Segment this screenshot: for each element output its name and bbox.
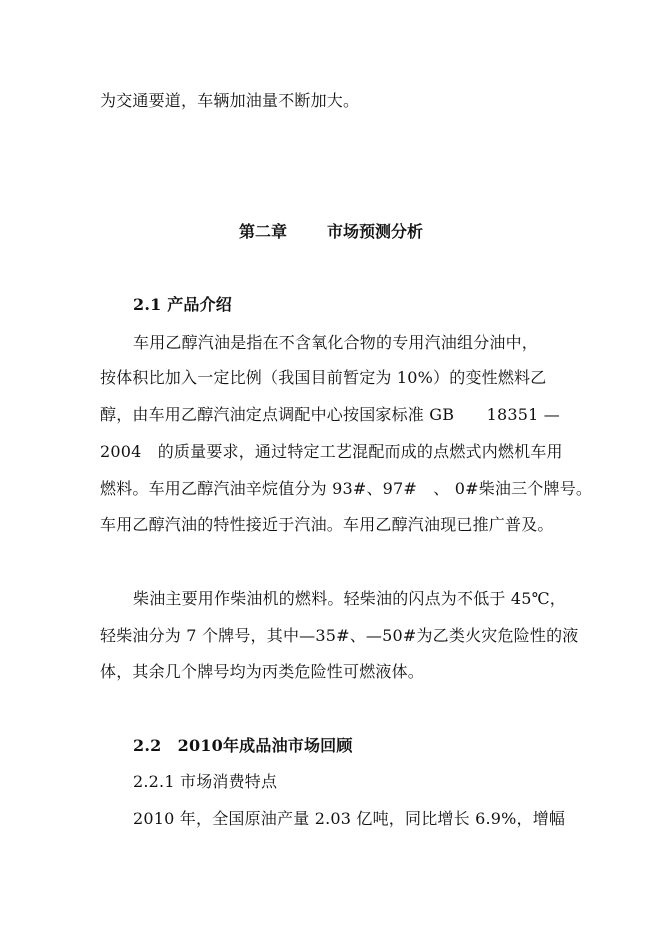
paragraph-line: 燃料。车用乙醇汽油辛烷值分为 93#、97# 、 0#柴油三个牌号。 [100,479,593,498]
subsection-heading-2-2-1: 2.2.1 市场消费特点 [133,772,278,791]
chapter-number: 第二章 [238,222,287,241]
section-heading-2-1: 2.1 产品介绍 [133,295,233,314]
paragraph-line: 柴油主要用作柴油机的燃料。轻柴油的闪点为不低于 45℃， [133,589,566,608]
paragraph-line: 轻柴油分为 7 个牌号，其中—35#、—50#为乙类火灾危险性的液 [100,626,579,645]
paragraph-line: 车用乙醇汽油是指在不含氧化合物的专用汽油组分油中， [133,333,539,352]
chapter-title: 市场预测分析 [327,222,424,241]
paragraph-line: 2004 的质量要求，通过特定工艺混配而成的点燃式内燃机车用 [100,442,563,461]
chapter-heading [0,221,662,243]
paragraph-line: 2010 年，全国原油产量 2.03 亿吨，同比增长 6.9%，增幅 [133,809,566,828]
paragraph-line: 体，其余几个牌号均为丙类危险性可燃液体。 [100,662,425,681]
continuation-text: 为交通要道，车辆加油量不断加大。 [100,91,360,110]
paragraph-line: 醇，由车用乙醇汽油定点调配中心按国家标准 GB 18351 — [100,405,561,424]
section-heading-2-2: 2.2 2010年成品油市场回顾 [133,736,353,755]
paragraph-line: 按体积比加入一定比例（我国目前暂定为 10%）的变性燃料乙 [100,368,547,387]
paragraph-line: 车用乙醇汽油的特性接近于汽油。车用乙醇汽油现已推广普及。 [100,515,554,534]
